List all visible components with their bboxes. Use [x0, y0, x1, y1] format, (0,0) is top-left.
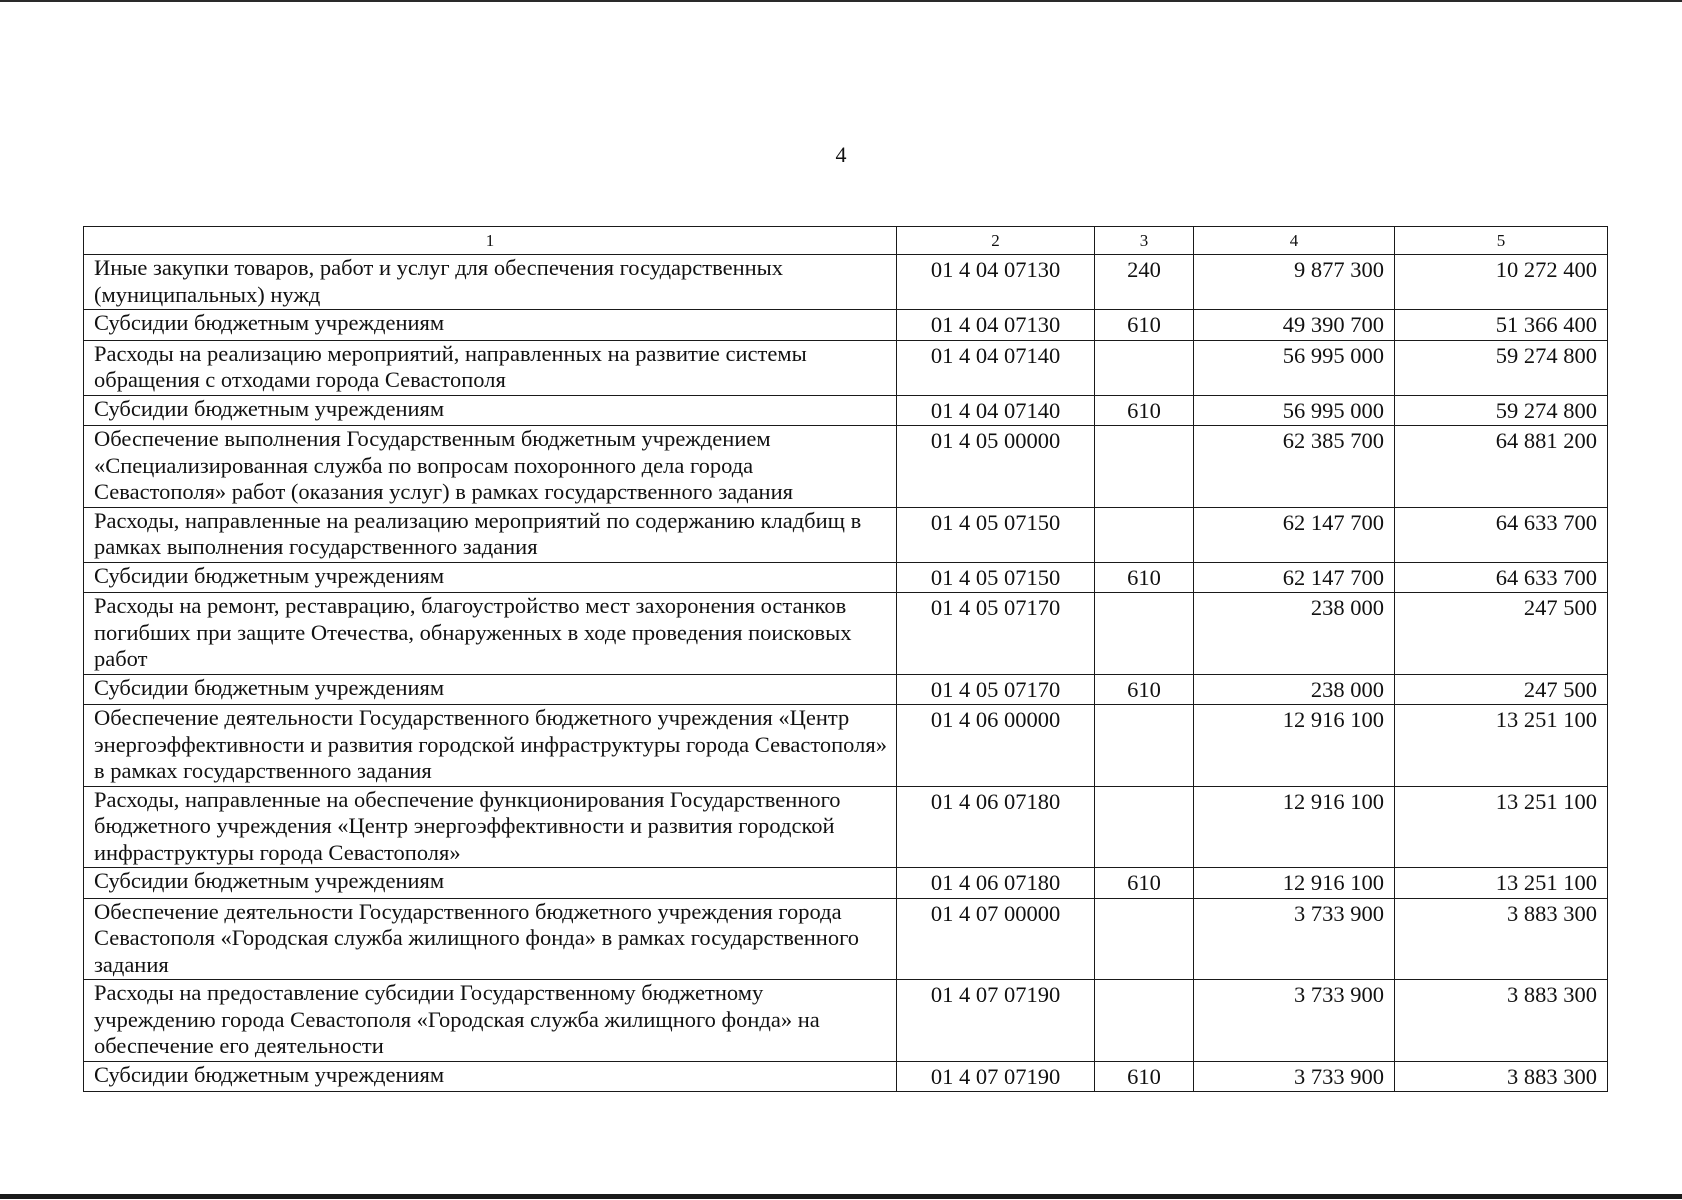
row-name-cell: Обеспечение деятельности Государственного бюджетного учреждения «Центр энергоэффективности и развития городской инфраструктуры города Севастополя» в рамках государственного задания — [84, 705, 897, 787]
row-amount-col4-cell: 62 147 700 — [1194, 562, 1395, 593]
row-amount-col4-cell: 56 995 000 — [1194, 340, 1395, 395]
row-expense-type-cell — [1095, 898, 1194, 980]
row-name-cell: Расходы, направленные на обеспечение функционирования Государственного бюджетного учреждения «Центр энергоэффективности и развития городской инфраструктуры города Севастополя» — [84, 786, 897, 868]
row-amount-col5-cell: 3 883 300 — [1395, 980, 1608, 1062]
header-col-5: 5 — [1395, 227, 1608, 255]
table-row — [84, 426, 1608, 508]
row-expense-type-cell: 610 — [1095, 562, 1194, 593]
row-expense-type-cell — [1095, 980, 1194, 1062]
row-amount-col5-cell: 64 881 200 — [1395, 426, 1608, 508]
row-amount-col5-cell: 3 883 300 — [1395, 1061, 1608, 1092]
table-row — [84, 562, 1608, 593]
row-name-cell: Обеспечение выполнения Государственным бюджетным учреждением «Специализированная служба по вопросам похоронного дела города Севастополя» работ (оказания услуг) в рамках государственного задания — [84, 426, 897, 508]
row-name-cell: Иные закупки товаров, работ и услуг для обеспечения государственных (муниципальных) нужд — [84, 255, 897, 310]
row-amount-col5-cell: 10 272 400 — [1395, 255, 1608, 310]
row-code-cell: 01 4 07 07190 — [897, 980, 1095, 1062]
row-amount-col4-cell: 12 916 100 — [1194, 868, 1395, 899]
row-amount-col5-cell: 3 883 300 — [1395, 898, 1608, 980]
row-code-cell: 01 4 04 07130 — [897, 310, 1095, 341]
header-col-1: 1 — [84, 227, 897, 255]
table-row — [84, 255, 1608, 310]
row-amount-col5-cell: 51 366 400 — [1395, 310, 1608, 341]
row-amount-col5-cell: 13 251 100 — [1395, 705, 1608, 787]
table-row — [84, 507, 1608, 562]
row-expense-type-cell: 610 — [1095, 310, 1194, 341]
row-expense-type-cell — [1095, 786, 1194, 868]
row-amount-col5-cell: 13 251 100 — [1395, 786, 1608, 868]
row-code-cell: 01 4 05 07150 — [897, 507, 1095, 562]
row-amount-col4-cell: 49 390 700 — [1194, 310, 1395, 341]
row-name-cell: Субсидии бюджетным учреждениям — [84, 310, 897, 341]
row-expense-type-cell: 610 — [1095, 868, 1194, 899]
top-border-line — [0, 0, 1682, 2]
row-expense-type-cell: 610 — [1095, 395, 1194, 426]
table-row — [84, 868, 1608, 899]
row-amount-col4-cell: 3 733 900 — [1194, 1061, 1395, 1092]
row-amount-col5-cell: 64 633 700 — [1395, 507, 1608, 562]
table-row — [84, 340, 1608, 395]
row-name-cell: Расходы на предоставление субсидии Государственному бюджетному учреждению города Севастополя «Городская служба жилищного фонда» на обеспечение его деятельности — [84, 980, 897, 1062]
row-code-cell: 01 4 04 07140 — [897, 395, 1095, 426]
row-expense-type-cell: 610 — [1095, 1061, 1194, 1092]
table-row — [84, 310, 1608, 341]
row-expense-type-cell — [1095, 507, 1194, 562]
page-number: 4 — [835, 142, 847, 167]
table-body — [84, 255, 1608, 1092]
row-code-cell: 01 4 07 00000 — [897, 898, 1095, 980]
row-amount-col5-cell: 247 500 — [1395, 593, 1608, 675]
row-code-cell: 01 4 06 07180 — [897, 868, 1095, 899]
header-col-4: 4 — [1194, 227, 1395, 255]
row-code-cell: 01 4 06 07180 — [897, 786, 1095, 868]
table-row — [84, 674, 1608, 705]
row-code-cell: 01 4 06 00000 — [897, 705, 1095, 787]
row-amount-col4-cell: 62 147 700 — [1194, 507, 1395, 562]
row-expense-type-cell — [1095, 705, 1194, 787]
budget-table — [83, 226, 1608, 1092]
row-expense-type-cell: 240 — [1095, 255, 1194, 310]
row-amount-col4-cell: 3 733 900 — [1194, 980, 1395, 1062]
row-code-cell: 01 4 05 07150 — [897, 562, 1095, 593]
table-row — [84, 1061, 1608, 1092]
row-expense-type-cell: 610 — [1095, 674, 1194, 705]
row-amount-col4-cell: 12 916 100 — [1194, 786, 1395, 868]
row-expense-type-cell — [1095, 340, 1194, 395]
row-name-cell: Субсидии бюджетным учреждениям — [84, 868, 897, 899]
row-code-cell: 01 4 04 07140 — [897, 340, 1095, 395]
row-code-cell: 01 4 05 00000 — [897, 426, 1095, 508]
table-row — [84, 898, 1608, 980]
row-name-cell: Субсидии бюджетным учреждениям — [84, 1061, 897, 1092]
row-name-cell: Субсидии бюджетным учреждениям — [84, 395, 897, 426]
row-amount-col4-cell: 62 385 700 — [1194, 426, 1395, 508]
row-expense-type-cell — [1095, 426, 1194, 508]
row-amount-col4-cell: 12 916 100 — [1194, 705, 1395, 787]
row-name-cell: Субсидии бюджетным учреждениям — [84, 674, 897, 705]
table-row — [84, 395, 1608, 426]
header-col-3: 3 — [1095, 227, 1194, 255]
row-amount-col5-cell: 13 251 100 — [1395, 868, 1608, 899]
row-amount-col4-cell: 238 000 — [1194, 593, 1395, 675]
row-amount-col4-cell: 238 000 — [1194, 674, 1395, 705]
bottom-border-line — [0, 1194, 1682, 1199]
row-name-cell: Обеспечение деятельности Государственного бюджетного учреждения города Севастополя «Городская служба жилищного фонда» в рамках государственного задания — [84, 898, 897, 980]
row-code-cell: 01 4 05 07170 — [897, 674, 1095, 705]
row-expense-type-cell — [1095, 593, 1194, 675]
row-amount-col5-cell: 247 500 — [1395, 674, 1608, 705]
row-name-cell: Расходы на ремонт, реставрацию, благоустройство мест захоронения останков погибших при защите Отечества, обнаруженных в ходе проведения поисковых работ — [84, 593, 897, 675]
row-code-cell: 01 4 04 07130 — [897, 255, 1095, 310]
row-amount-col5-cell: 59 274 800 — [1395, 340, 1608, 395]
row-code-cell: 01 4 05 07170 — [897, 593, 1095, 675]
row-amount-col4-cell: 3 733 900 — [1194, 898, 1395, 980]
table-row — [84, 593, 1608, 675]
table-row — [84, 980, 1608, 1062]
row-code-cell: 01 4 07 07190 — [897, 1061, 1095, 1092]
row-amount-col4-cell: 9 877 300 — [1194, 255, 1395, 310]
table-header-row — [84, 227, 1608, 255]
header-col-2: 2 — [897, 227, 1095, 255]
row-amount-col4-cell: 56 995 000 — [1194, 395, 1395, 426]
table-row — [84, 786, 1608, 868]
table-row — [84, 705, 1608, 787]
row-name-cell: Расходы на реализацию мероприятий, направленных на развитие системы обращения с отходами города Севастополя — [84, 340, 897, 395]
row-name-cell: Расходы, направленные на реализацию мероприятий по содержанию кладбищ в рамках выполнения государственного задания — [84, 507, 897, 562]
row-amount-col5-cell: 59 274 800 — [1395, 395, 1608, 426]
row-amount-col5-cell: 64 633 700 — [1395, 562, 1608, 593]
row-name-cell: Субсидии бюджетным учреждениям — [84, 562, 897, 593]
